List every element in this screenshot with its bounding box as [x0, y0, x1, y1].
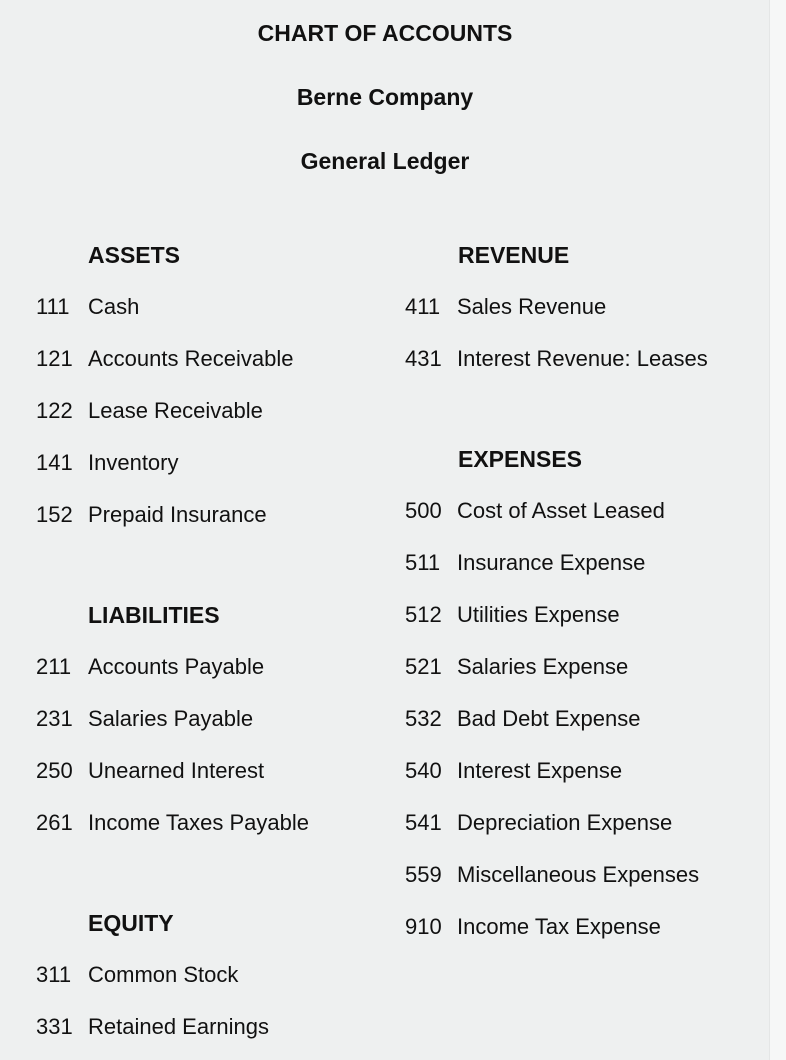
account-number: 500 — [405, 498, 442, 523]
assets-heading: ASSETS — [88, 242, 181, 268]
account-number: 559 — [405, 862, 442, 887]
account-number: 152 — [36, 502, 73, 527]
account-number: 211 — [36, 654, 72, 679]
account-row — [36, 758, 264, 784]
account-row — [36, 346, 293, 372]
account-row — [405, 706, 640, 732]
revenue-heading: REVENUE — [458, 242, 570, 268]
account-row — [405, 654, 628, 680]
account-number: 521 — [405, 654, 442, 679]
account-name: Accounts Payable — [88, 654, 265, 679]
account-name: Cash — [88, 294, 140, 319]
account-name: Income Taxes Payable — [88, 810, 309, 835]
account-name: Income Tax Expense — [457, 914, 661, 939]
account-number: 122 — [36, 398, 73, 423]
account-row — [36, 962, 238, 988]
account-name: Salaries Expense — [457, 654, 629, 679]
account-number: 511 — [405, 550, 441, 575]
account-row — [36, 706, 253, 732]
account-number: 540 — [405, 758, 442, 783]
account-name: Inventory — [88, 450, 179, 475]
account-number: 331 — [36, 1014, 73, 1039]
account-name: Prepaid Insurance — [88, 502, 267, 527]
equity-heading: EQUITY — [88, 910, 174, 936]
liabilities-heading: LIABILITIES — [88, 602, 220, 628]
account-row — [405, 346, 708, 372]
account-name: Interest Revenue: Leases — [457, 346, 708, 371]
account-row — [36, 294, 139, 320]
account-row — [36, 398, 263, 424]
account-row — [36, 450, 179, 476]
account-name: Interest Expense — [457, 758, 623, 783]
account-number: 541 — [405, 810, 442, 835]
account-number: 411 — [405, 294, 441, 319]
account-name: Salaries Payable — [88, 706, 254, 731]
scrollbar-track[interactable] — [769, 0, 786, 1060]
account-name: Sales Revenue — [457, 294, 607, 319]
account-row — [36, 502, 267, 528]
account-row — [36, 1014, 269, 1040]
account-name: Insurance Expense — [457, 550, 646, 575]
company-name: Berne Company — [296, 84, 474, 110]
account-row — [405, 758, 622, 784]
account-number: 261 — [36, 810, 73, 835]
account-name: Utilities Expense — [457, 602, 620, 627]
account-name: Accounts Receivable — [88, 346, 294, 371]
account-number: 512 — [405, 602, 442, 627]
account-name: Unearned Interest — [88, 758, 265, 783]
account-row — [405, 914, 661, 940]
ledger-name: General Ledger — [300, 148, 470, 174]
page-title: CHART OF ACCOUNTS — [257, 20, 513, 46]
account-number: 121 — [36, 346, 73, 371]
account-name: Miscellaneous Expenses — [457, 862, 700, 887]
account-name: Common Stock — [88, 962, 239, 987]
account-name: Lease Receivable — [88, 398, 263, 423]
account-number: 250 — [36, 758, 73, 783]
account-row — [405, 810, 672, 836]
expenses-heading: EXPENSES — [458, 446, 582, 472]
account-number: 141 — [36, 450, 73, 475]
account-number: 111 — [36, 294, 70, 319]
account-number: 431 — [405, 346, 442, 371]
account-number: 231 — [36, 706, 73, 731]
account-name: Cost of Asset Leased — [457, 498, 665, 523]
account-row — [405, 550, 645, 576]
account-name: Bad Debt Expense — [457, 706, 641, 731]
account-number: 532 — [405, 706, 442, 731]
account-row — [36, 654, 264, 680]
account-name: Retained Earnings — [88, 1014, 270, 1039]
account-name: Depreciation Expense — [457, 810, 673, 835]
account-row — [405, 294, 606, 320]
account-row — [36, 810, 309, 836]
account-row — [405, 602, 620, 628]
account-row — [405, 862, 699, 888]
account-number: 910 — [405, 914, 442, 939]
account-row — [405, 498, 665, 524]
account-number: 311 — [36, 962, 72, 987]
